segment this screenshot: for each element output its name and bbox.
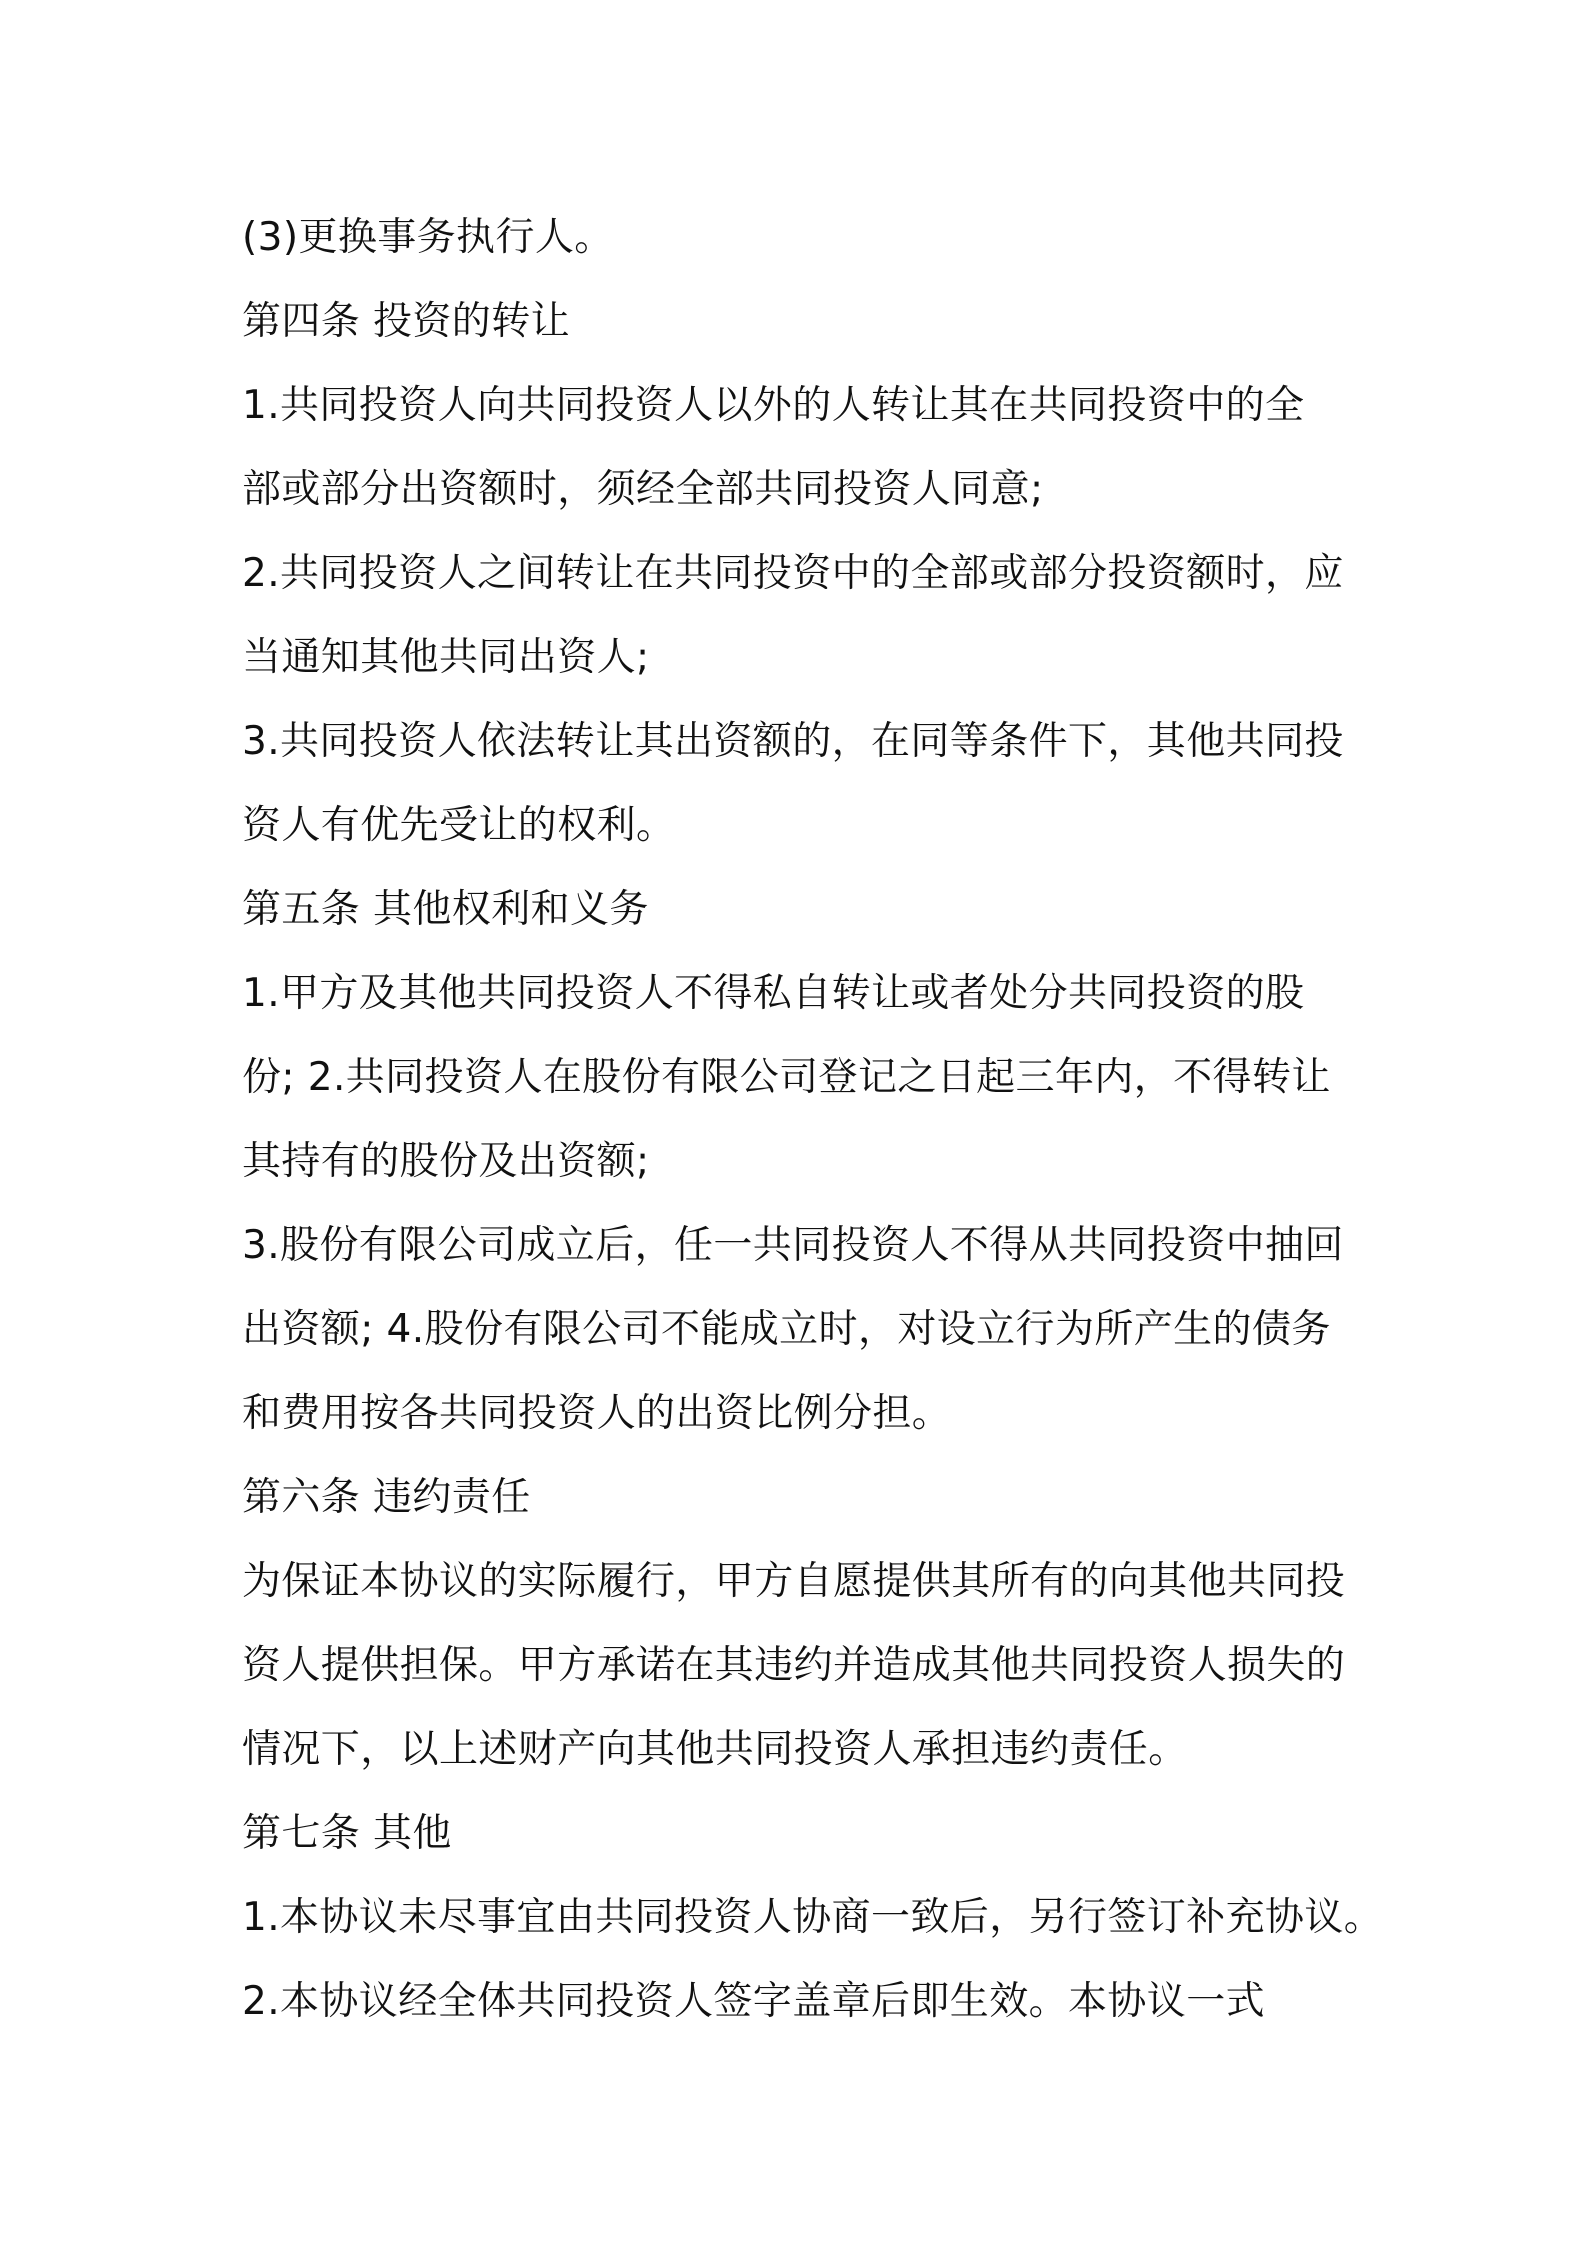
clause-item-3-3: (3)更换事务执行人。 (242, 215, 614, 260)
article-5-heading: 第五条 其他权利和义务 (242, 887, 649, 932)
article-4-paragraph-line: 资人有优先受让的权利。 (242, 803, 676, 848)
article-5-paragraph-line: 3.股份有限公司成立后，任一共同投资人不得从共同投资中抽回 (242, 1223, 1344, 1268)
article-6-paragraph-line: 为保证本协议的实际履行，甲方自愿提供其所有的向其他共同投 (242, 1559, 1346, 1604)
article-4-paragraph-line: 1.共同投资人向共同投资人以外的人转让其在共同投资中的全 (242, 383, 1305, 428)
document-body (242, 196, 1384, 2044)
article-4-paragraph-line: 3.共同投资人依法转让其出资额的，在同等条件下，其他共同投 (242, 719, 1344, 764)
article-6-heading: 第六条 违约责任 (242, 1475, 531, 1520)
article-4-paragraph-line: 当通知其他共同出资人; (242, 635, 650, 680)
article-7-heading: 第七条 其他 (242, 1811, 452, 1856)
article-4-heading: 第四条 投资的转让 (242, 299, 570, 344)
article-5-paragraph-line: 出资额; 4.股份有限公司不能成立时，对设立行为所产生的债务 (242, 1307, 1331, 1352)
article-5-paragraph-line: 份; 2.共同投资人在股份有限公司登记之日起三年内，不得转让 (242, 1055, 1331, 1100)
article-7-paragraph-line: 1.本协议未尽事宜由共同投资人协商一致后，另行签订补充协议。 (242, 1895, 1384, 1940)
article-4-paragraph-line: 部或部分出资额时，须经全部共同投资人同意; (242, 467, 1044, 512)
article-5-paragraph-line: 1.甲方及其他共同投资人不得私自转让或者处分共同投资的股 (242, 971, 1305, 1016)
article-5-paragraph-line: 其持有的股份及出资额; (242, 1139, 650, 1184)
article-4-paragraph-line: 2.共同投资人之间转让在共同投资中的全部或部分投资额时，应 (242, 551, 1344, 596)
article-5-paragraph-line: 和费用按各共同投资人的出资比例分担。 (242, 1391, 952, 1436)
article-6-paragraph-line: 情况下，以上述财产向其他共同投资人承担违约责任。 (242, 1727, 1188, 1772)
article-7-paragraph-line: 2.本协议经全体共同投资人签字盖章后即生效。本协议一式 (242, 1979, 1266, 2024)
article-6-paragraph-line: 资人提供担保。甲方承诺在其违约并造成其他共同投资人损失的 (242, 1643, 1346, 1688)
